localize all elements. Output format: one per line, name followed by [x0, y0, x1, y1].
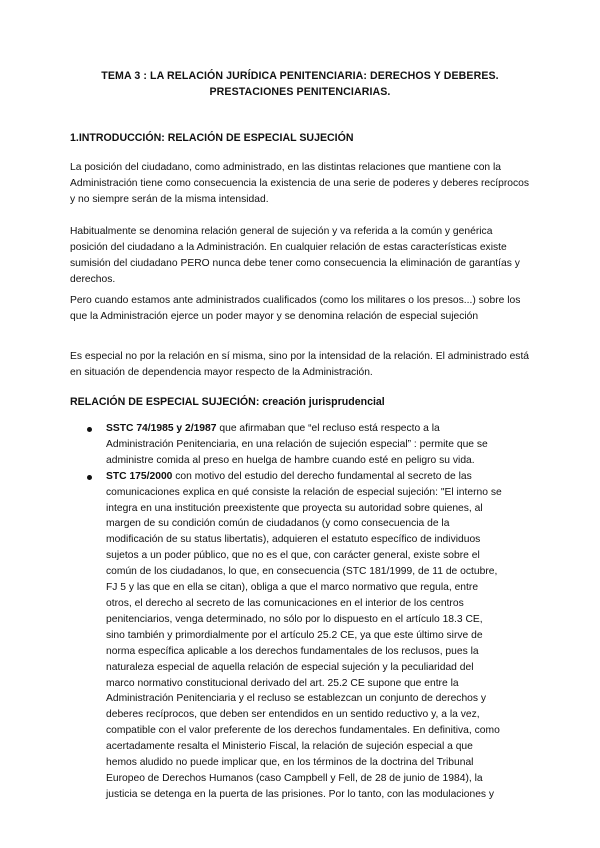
list-item [106, 421, 502, 469]
bullet-icon [87, 475, 92, 480]
ruling-reference: SSTC 74/1985 y 2/1987 [106, 423, 217, 434]
bullet-icon [87, 427, 92, 432]
section-heading-introduccion: 1.INTRODUCCIÓN: RELACIÓN DE ESPECIAL SUJECIÓN [70, 132, 354, 144]
section-heading-bold: RELACIÓN DE ESPECIAL SUJECIÓN: [70, 396, 260, 408]
title-line-1: TEMA 3 : LA RELACIÓN JURÍDICA PENITENCIARIA: DERECHOS Y DEBERES. [101, 70, 499, 82]
section-heading-rest: creación jurisprudencial [259, 396, 385, 408]
document-title [70, 68, 530, 100]
ruling-text: que afirmaban que “el recluso está respecto a la Administración Penitenciaria, en una relación de sujeción especial” : permite que se administre comida al preso en huelga de hambre cuando esté en peligro su vida. [106, 423, 488, 466]
ruling-reference: STC 175/2000 [106, 470, 173, 482]
paragraph-4: Es especial no por la relación en sí misma, sino por la intensidad de la relación. El administrado está en situación de dependencia mayor respecto de la Administración. [70, 351, 530, 378]
paragraph-2: Habitualmente se denomina relación general de sujeción y va referida a la común y genérica posición del ciudadano a la Administración. En cualquier relación de estas características existe sumisión del ciudadano PERO nunca debe tener como consecuencia la eliminación de garantías y derechos. [70, 226, 520, 285]
title-line-2: PRESTACIONES PENITENCIARIAS. [209, 86, 391, 98]
paragraph-1: La posición del ciudadano, como administrado, en las distintas relaciones que mantiene con la Administración tiene como consecuencia la existencia de una serie de poderes y deberes recíprocos y no siempre serán de la misma intensidad. [70, 162, 530, 205]
ruling-text: con motivo del estudio del derecho fundamental al secreto de las comunicaciones explica en qué consiste la relación de especial sujeción: "El interno se integra en una institución preexistente que proyecta su autoridad sobre quienes, al margen de su condición común de ciudadanos (y como consecuencia de la modificación de su status libertatis), adquieren el estatuto específico de individuos sujetos a un poder público, que no es el que, con carácter general, existe sobre el común de los ciudadanos, lo que, en consecuencia (STC 181/1999, de 11 de octubre, FJ 5 y las que en ella se citan), obliga a que el marco normativo que regula, entre otros, el derecho al secreto de las comunicaciones en el interior de los centros penitenciarios, venga determinado, no sólo por lo dispuesto en el artículo 18.3 CE, sino también y primordialmente por el artículo 25.2 CE, ya que este último sirve de norma específica aplicable a los derechos fundamentales de los reclusos, pues la naturaleza especial de aquella relación de especial sujeción y la peculiaridad del marco normativo constitucional derivado del art. 25.2 CE supone que entre la Administración Penitenciaria y el recluso se establezcan un conjunto de derechos y deberes recíprocos, que deben ser entendidos en un sentido reductivo y, a la vez, compatible con el valor preferente de los derechos fundamentales. En definitiva, como acertadamente resalta el Ministerio Fiscal, la relación de sujeción especial a que hemos aludido no puede implicar que, en los términos de la doctrina del Tribunal Europeo de Derechos Humanos (caso Campbell y Fell, de 28 de junio de 1984), la justicia se detenga en la puerta de las prisiones. Por lo tanto, con las modulaciones y [106, 470, 502, 800]
section-heading-especial-sujecion [70, 394, 385, 410]
case-law-list [106, 421, 502, 803]
list-item [106, 469, 502, 803]
paragraph-3: Pero cuando estamos ante administrados cualificados (como los militares o los presos...) sobre los que la Administración ejerce un poder mayor y se denomina relación de especial sujeción [70, 295, 521, 322]
